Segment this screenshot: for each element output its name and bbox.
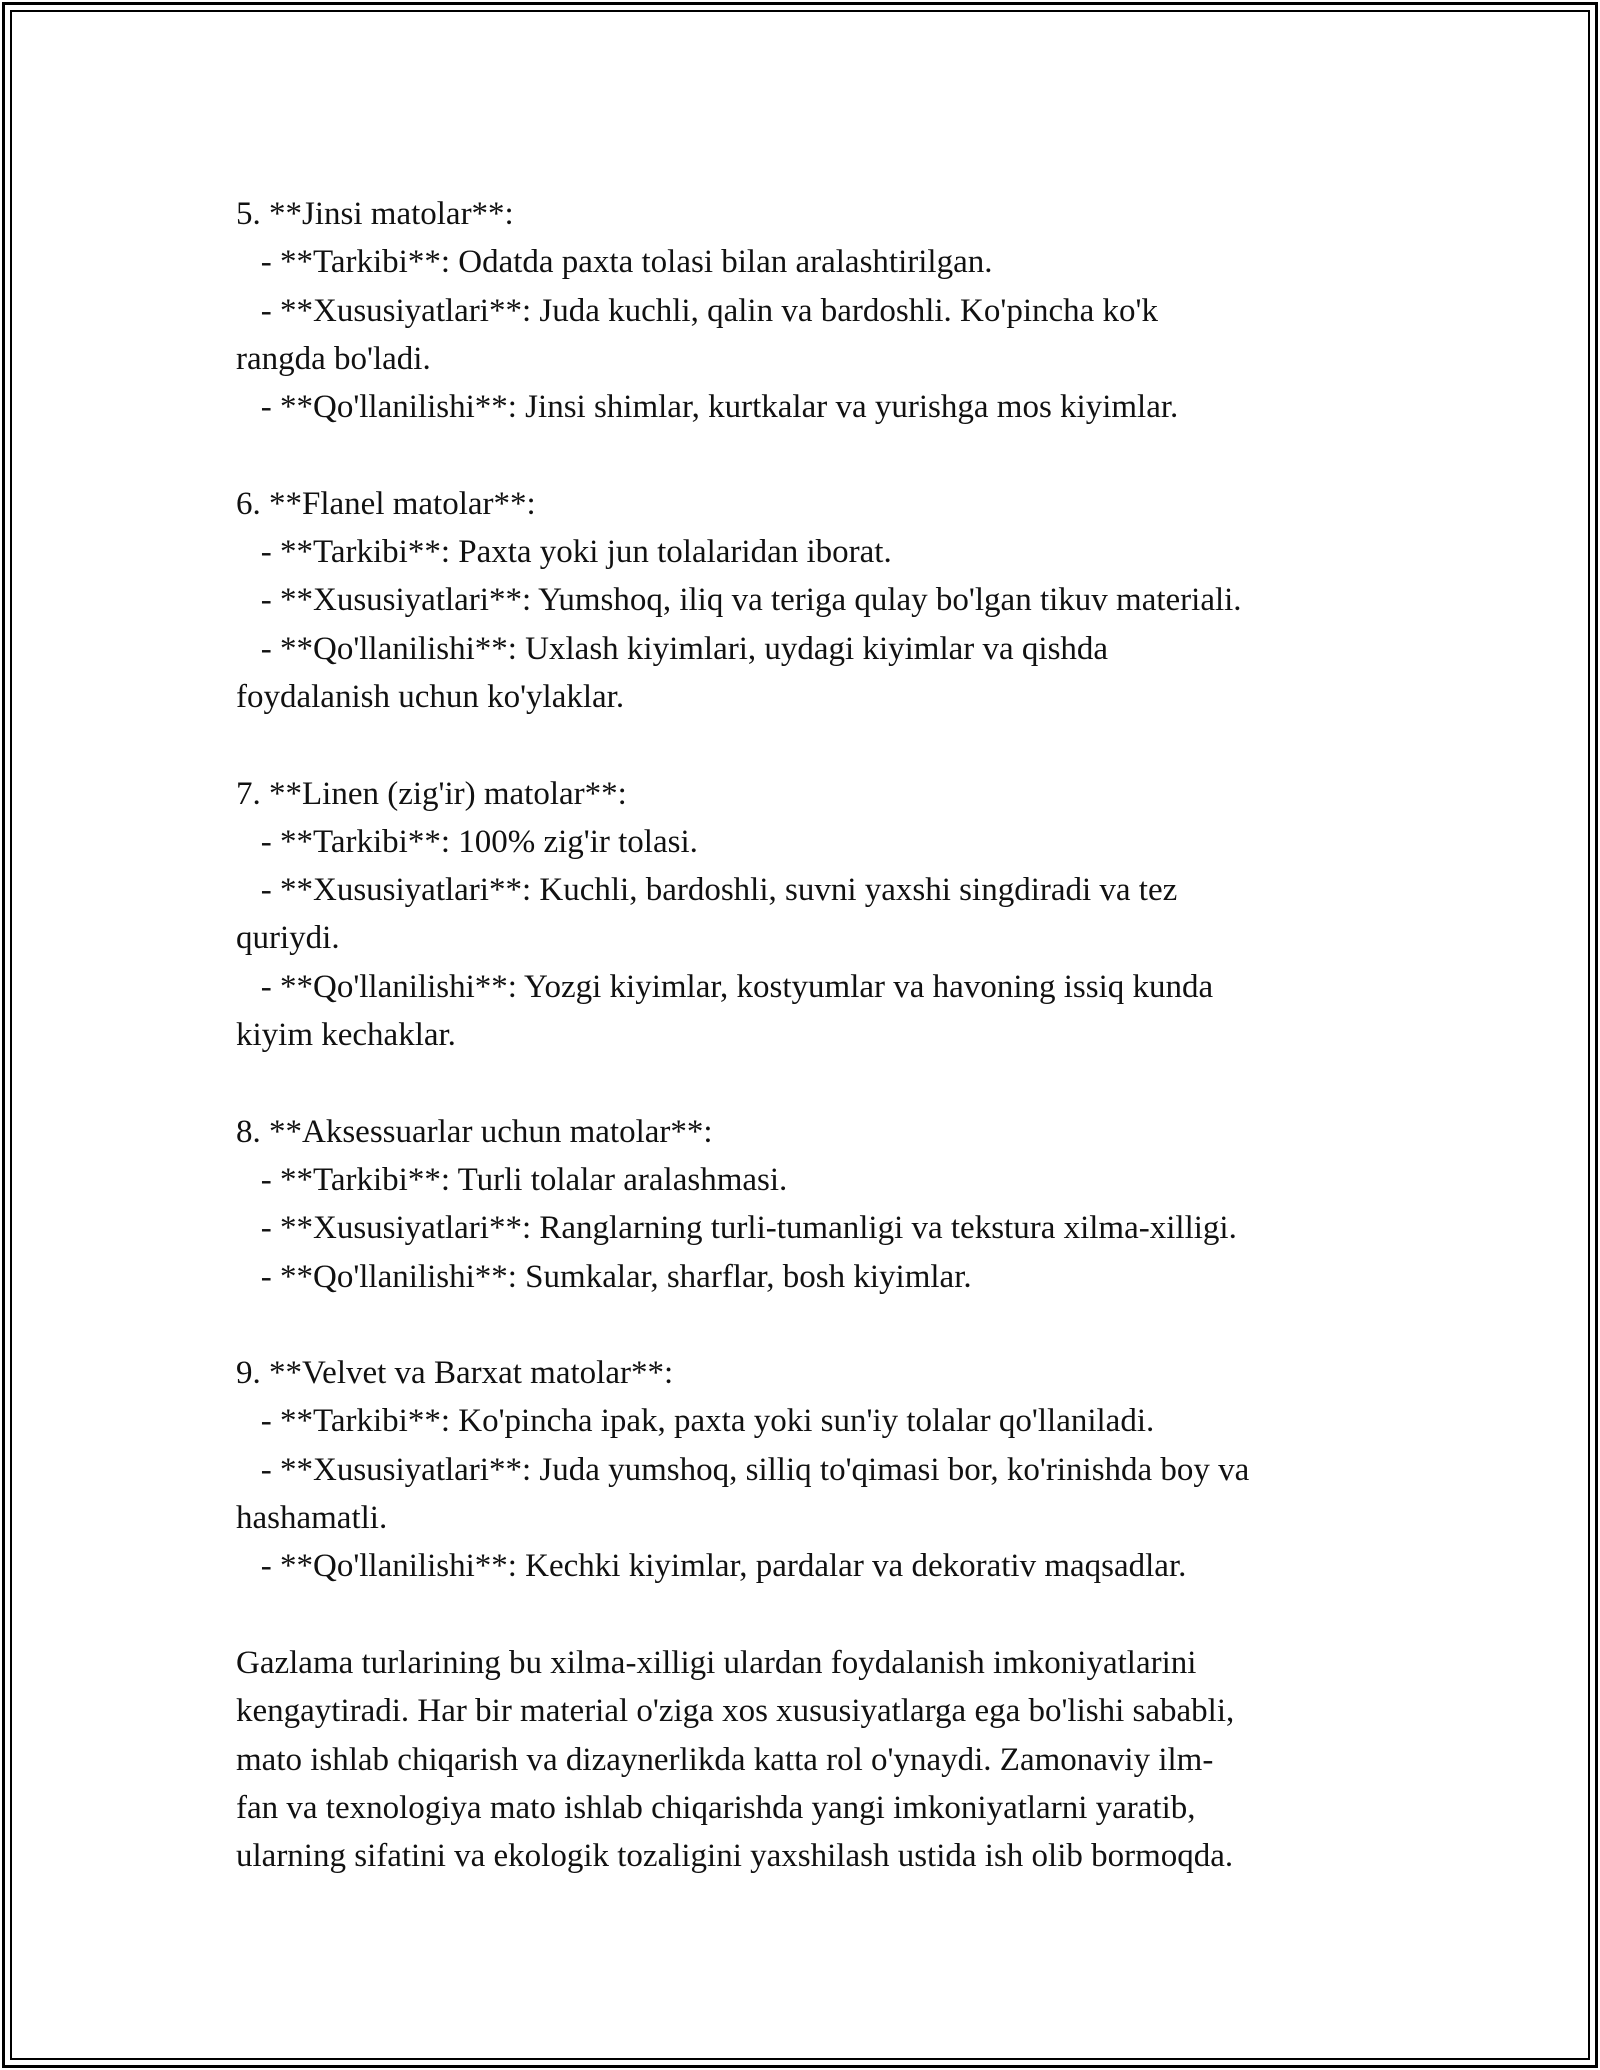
section-line: hashamatli.	[236, 1500, 388, 1537]
section-aksessuarlar	[236, 1108, 1366, 1301]
section-line: - **Qo'llanilishi**: Kechki kiyimlar, pardalar va dekorativ maqsadlar.	[236, 1548, 1187, 1585]
section-flanel	[236, 480, 1366, 721]
paragraph-gap	[236, 1059, 1366, 1107]
section-velvet	[236, 1349, 1366, 1590]
section-line: - **Tarkibi**: Turli tolalar aralashmasi.	[236, 1161, 788, 1198]
section-line: - **Tarkibi**: 100% zig'ir tolasi.	[236, 823, 698, 860]
section-jinsi	[236, 190, 1366, 431]
section-line: - **Xususiyatlari**: Kuchli, bardoshli, suvni yaxshi singdiradi va tez	[236, 872, 1178, 909]
section-heading: 9. **Velvet va Barxat matolar**:	[236, 1355, 674, 1392]
section-line: - **Xususiyatlari**: Juda kuchli, qalin va bardoshli. Ko'pincha ko'k	[236, 292, 1158, 329]
section-line: quriydi.	[236, 920, 340, 957]
document-body	[236, 190, 1366, 1880]
section-line: rangda bo'ladi.	[236, 340, 431, 377]
conclusion-paragraph	[236, 1639, 1366, 1880]
section-heading: 6. **Flanel matolar**:	[236, 485, 536, 522]
section-line: - **Qo'llanilishi**: Jinsi shimlar, kurtkalar va yurishga mos kiyimlar.	[236, 389, 1179, 426]
section-line: - **Xususiyatlari**: Juda yumshoq, silliq to'qimasi bor, ko'rinishda boy va	[236, 1451, 1250, 1488]
conclusion-line: mato ishlab chiqarish va dizaynerlikda katta rol o'ynaydi. Zamonaviy ilm-	[236, 1741, 1214, 1778]
conclusion-line: Gazlama turlarining bu xilma-xilligi ulardan foydalanish imkoniyatlarini	[236, 1644, 1197, 1681]
paragraph-gap	[236, 721, 1366, 769]
section-line: foydalanish uchun ko'ylaklar.	[236, 678, 625, 715]
section-line: - **Qo'llanilishi**: Yozgi kiyimlar, kostyumlar va havoning issiq kunda	[236, 968, 1214, 1005]
section-heading: 5. **Jinsi matolar**:	[236, 196, 514, 232]
section-heading: 7. **Linen (zig'ir) matolar**:	[236, 775, 627, 812]
section-line: - **Tarkibi**: Odatda paxta tolasi bilan aralashtirilgan.	[236, 244, 993, 281]
section-line: - **Xususiyatlari**: Ranglarning turli-tumanligi va tekstura xilma-xilligi.	[236, 1210, 1237, 1247]
paragraph-gap	[236, 1301, 1366, 1349]
conclusion-line: ularning sifatini va ekologik tozaligini yaxshilash ustida ish olib bormoqda.	[236, 1838, 1234, 1875]
section-line: - **Qo'llanilishi**: Uxlash kiyimlari, uydagi kiyimlar va qishda	[236, 630, 1109, 667]
section-linen	[236, 770, 1366, 1060]
conclusion-line: fan va texnologiya mato ishlab chiqarishda yangi imkoniyatlarni yaratib,	[236, 1789, 1196, 1826]
section-line: - **Tarkibi**: Ko'pincha ipak, paxta yoki sun'iy tolalar qo'llaniladi.	[236, 1403, 1155, 1440]
section-line: kiyim kechaklar.	[236, 1017, 456, 1054]
conclusion-line: kengaytiradi. Har bir material o'ziga xos xususiyatlarga ega bo'lishi sababli,	[236, 1693, 1235, 1730]
paragraph-gap	[236, 431, 1366, 479]
section-heading: 8. **Aksessuarlar uchun matolar**:	[236, 1113, 713, 1150]
paragraph-gap	[236, 1591, 1366, 1639]
section-line: - **Qo'llanilishi**: Sumkalar, sharflar, bosh kiyimlar.	[236, 1258, 972, 1295]
section-line: - **Tarkibi**: Paxta yoki jun tolalaridan iborat.	[236, 534, 892, 571]
section-line: - **Xususiyatlari**: Yumshoq, iliq va teriga qulay bo'lgan tikuv materiali.	[236, 582, 1242, 619]
